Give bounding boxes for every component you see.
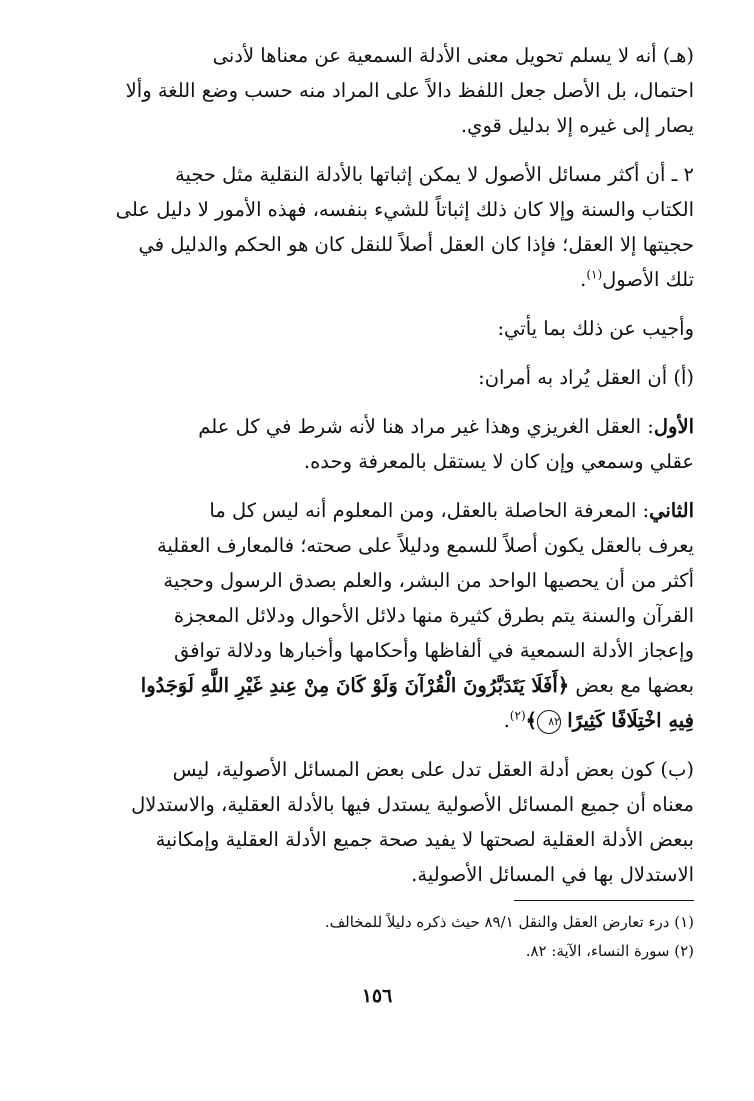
term-label-second: الثاني xyxy=(649,499,694,522)
text-line xyxy=(74,409,694,444)
text-line: القرآن والسنة يتم بطرق كثيرة منها دلائل الأحوال ودلائل المعجزة xyxy=(173,604,694,627)
footnote-ref-2[interactable]: (٢) xyxy=(509,708,526,723)
text-line: أكثر من أن يحصيها الواحد من البشر، والعلم بصدق الرسول وحجية xyxy=(163,569,694,592)
paragraph-he xyxy=(74,38,694,143)
text-fragment: . xyxy=(503,709,510,732)
paragraph-second xyxy=(74,493,694,738)
text-fragment: : العقل الغريزي وهذا غير مراد هنا لأنه شرط في كل علم xyxy=(198,415,654,438)
quran-quote: ﴿أَفَلَا يَتَدَبَّرُونَ الْقُرْآنَ وَلَوْ كَانَ مِنْ عِندِ غَيْرِ اللَّهِ لَوَجَدُوا xyxy=(140,674,570,697)
page-body xyxy=(74,38,694,906)
text-line: حجيتها إلا العقل؛ فإذا كان العقل أصلاً للنقل كان هو الحكم والدليل في xyxy=(138,233,694,256)
text-line: (هـ) أنه لا يسلم تحويل معنى الأدلة السمعية عن معناها لأدنى xyxy=(212,44,694,67)
text-line: عقلي وسمعي وإن كان لا يستقل بالمعرفة وحده. xyxy=(303,450,694,473)
text-line: الكتاب والسنة وإلا كان ذلك إثباتاً للشيء بنفسه، فهذه الأمور لا دليل على xyxy=(115,198,694,221)
ayah-number-mark: ٨٢ xyxy=(537,710,561,734)
paragraph-answer-intro xyxy=(74,311,694,346)
text-fragment: : المعرفة الحاصلة بالعقل، ومن المعلوم أنه ليس كل ما xyxy=(209,499,650,522)
footnote-ref-1[interactable]: (١) xyxy=(586,267,603,282)
text-line: احتمال، بل الأصل جعل اللفظ دالاً على المراد منه حسب وضع اللغة وألا xyxy=(125,79,694,102)
text-line xyxy=(74,668,694,703)
paragraph-alef xyxy=(74,360,694,395)
text-line: ببعض الأدلة العقلية لصحتها لا يفيد صحة جميع الأدلة العقلية وإمكانية xyxy=(155,828,694,851)
footnote-2: (٢) سورة النساء، الآية: ٨٢. xyxy=(525,942,694,960)
footnotes xyxy=(134,908,694,966)
term-label-first: الأول xyxy=(653,415,694,438)
quran-quote: فِيهِ اخْتِلَافًا كَثِيرًا xyxy=(567,709,694,732)
footnote-divider xyxy=(514,900,694,901)
text-line: يعرف بالعقل يكون أصلاً للسمع ودليلاً على صحته؛ فالمعارف العقلية xyxy=(156,534,694,557)
text-line: ٢ ـ أن أكثر مسائل الأصول لا يمكن إثباتها بالأدلة النقلية مثل حجية xyxy=(175,163,694,186)
paragraph-ba xyxy=(74,752,694,892)
page-number: ١٥٦ xyxy=(361,985,393,1007)
text-line xyxy=(74,703,694,738)
quran-bracket: ﴾ xyxy=(525,709,538,732)
paragraph-first xyxy=(74,409,694,479)
text-line: وأجيب عن ذلك بما يأتي: xyxy=(497,317,694,340)
text-line: (أ) أن العقل يُراد به أمران: xyxy=(478,366,694,389)
text-line: وإعجاز الأدلة السمعية في ألفاظها وأحكامها وأخبارها ودلالة توافق xyxy=(173,639,694,662)
text-fragment: تلك الأصول xyxy=(602,268,694,291)
footnote-1: (١) درء تعارض العقل والنقل ٨٩/١ حيث ذكره دليلاً للمخالف. xyxy=(324,913,694,931)
text-line: (ب) كون بعض أدلة العقل تدل على بعض المسائل الأصولية، ليس xyxy=(172,758,694,781)
text-fragment: . xyxy=(580,268,587,291)
text-line: الاستدلال بها في المسائل الأصولية. xyxy=(411,863,694,886)
text-line: معناه أن جميع المسائل الأصولية يستدل فيها بالأدلة العقلية، والاستدلال xyxy=(131,793,694,816)
text-line xyxy=(74,493,694,528)
text-fragment: بعضها مع بعض xyxy=(575,674,694,697)
paragraph-point-2 xyxy=(74,157,694,297)
text-line: يصار إلى غيره إلا بدليل قوي. xyxy=(460,114,694,137)
text-line xyxy=(74,262,694,297)
